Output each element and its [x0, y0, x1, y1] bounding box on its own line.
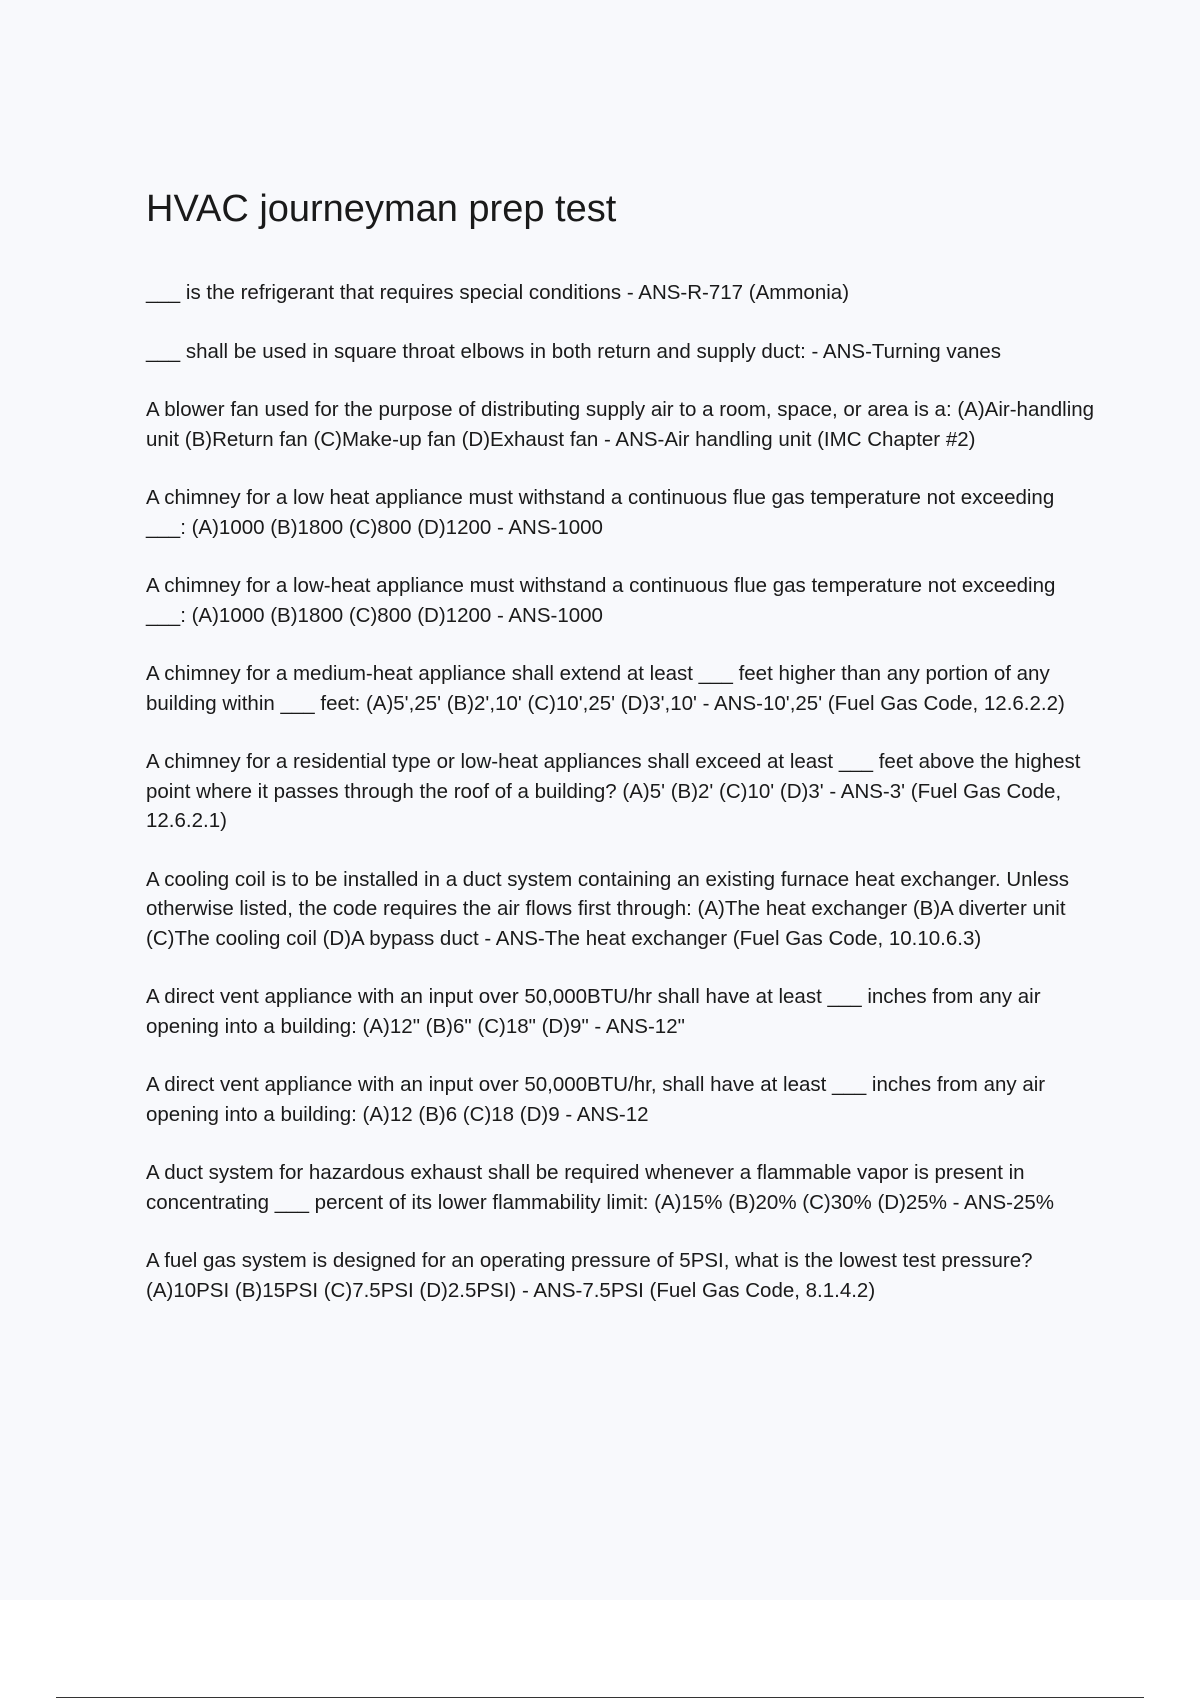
- question-item: A direct vent appliance with an input over 50,000BTU/hr, shall have at least ___ inches from any air opening into a building: (A)12 (B)6 (C)18 (D)9 - ANS-12: [146, 1073, 1046, 1126]
- question-item: A chimney for a medium-heat appliance shall extend at least ___ feet higher than any portion of any building within ___ feet: (A)5',25' (B)2',10' (C)10',25' (D)3',10' - ANS-10',25' (Fuel Gas Code, 12.6.2.2): [146, 662, 1065, 715]
- question-item: A blower fan used for the purpose of distributing supply air to a room, space, or area is a: (A)Air-handling unit (B)Return fan (C)Make-up fan (D)Exhaust fan - ANS-Air handling unit (IMC Chapter #2): [146, 398, 1095, 451]
- question-item: A duct system for hazardous exhaust shall be required whenever a flammable vapor is present in concentrating ___ percent of its lower flammability limit: (A)15% (B)20% (C)30% (D)25% - ANS-25%: [146, 1161, 1055, 1214]
- question-item: A chimney for a low heat appliance must withstand a continuous flue gas temperature not exceeding ___: (A)1000 (B)1800 (C)800 (D)1200 - ANS-1000: [146, 486, 1055, 539]
- question-item: A cooling coil is to be installed in a duct system containing an existing furnace heat exchanger. Unless otherwise listed, the code requires the air flows first through: (A)The heat exchanger (B)A diverter unit (C)The cooling coil (D)A bypass duct - ANS-The heat exchanger (Fuel Gas Code, 10.10.6.3): [146, 867, 1070, 950]
- question-item: A chimney for a residential type or low-heat appliances shall exceed at least ___ feet above the highest point where it passes through the roof of a building? (A)5' (B)2' (C)10' (D)3' - ANS-3' (Fuel Gas Code, 12.6.2.1): [146, 750, 1081, 832]
- document-content: [146, 182, 1096, 1334]
- document-title: HVAC journeyman prep test: [146, 188, 617, 230]
- question-item: A fuel gas system is designed for an operating pressure of 5PSI, what is the lowest test pressure? (A)10PSI (B)15PSI (C)7.5PSI (D)2.5PSI) - ANS-7.5PSI (Fuel Gas Code, 8.1.4.2): [146, 1249, 1033, 1302]
- question-item: ___ is the refrigerant that requires special conditions - ANS-R-717 (Ammonia): [146, 281, 850, 304]
- question-item: ___ shall be used in square throat elbows in both return and supply duct: - ANS-Turning vanes: [146, 339, 1002, 363]
- question-item: A direct vent appliance with an input over 50,000BTU/hr shall have at least ___ inches from any air opening into a building: (A)12" (B)6" (C)18" (D)9" - ANS-12": [146, 985, 1041, 1038]
- question-item: A chimney for a low-heat appliance must withstand a continuous flue gas temperature not exceeding ___: (A)1000 (B)1800 (C)800 (D)1200 - ANS-1000: [146, 574, 1056, 627]
- bottom-divider: [56, 1697, 1144, 1698]
